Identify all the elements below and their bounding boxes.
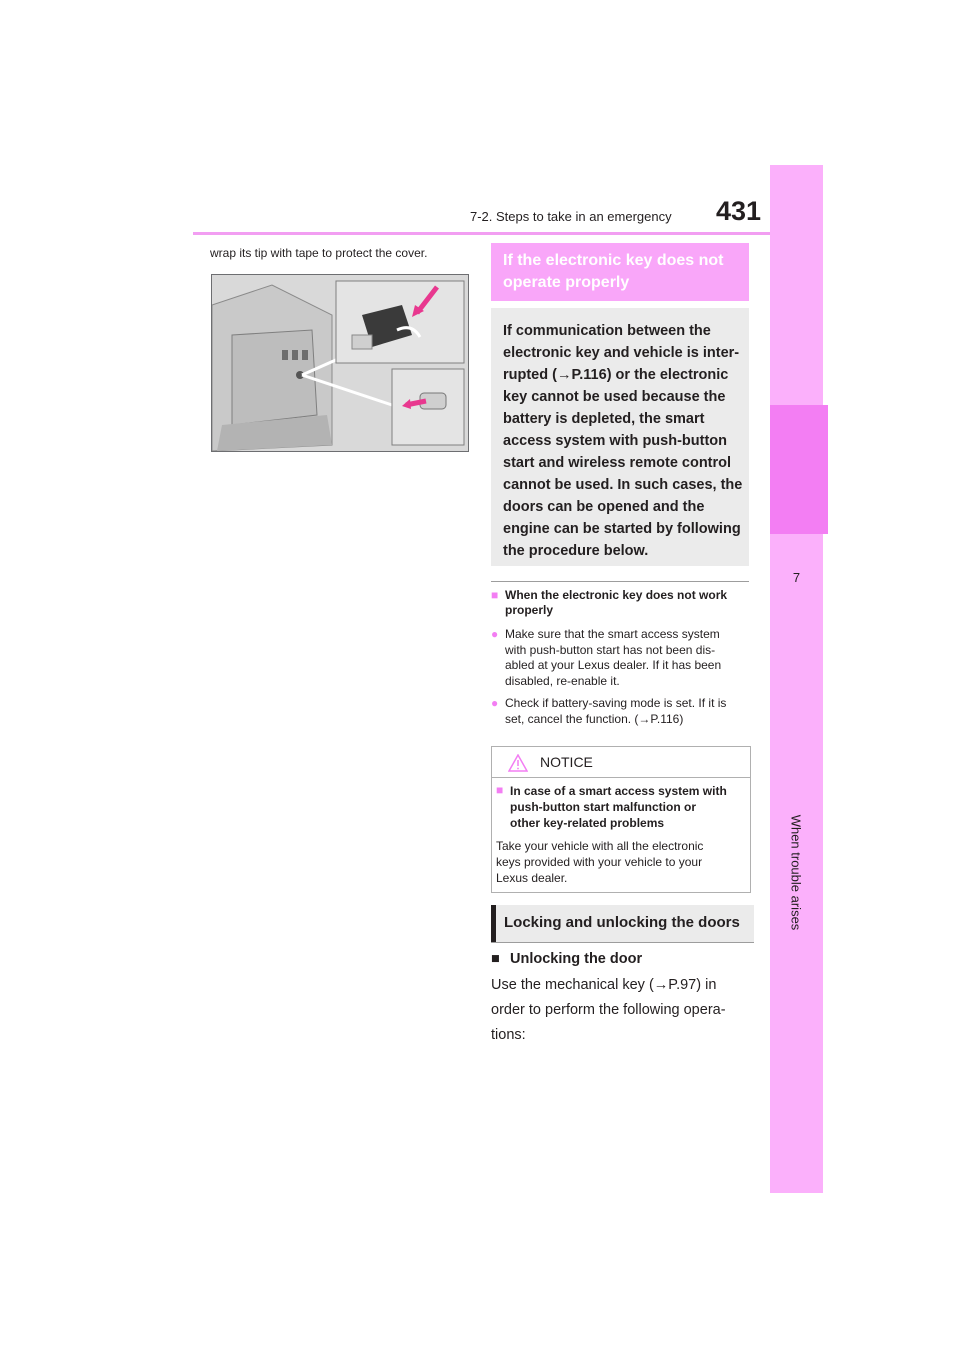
notice-body-line: Lexus dealer.	[496, 871, 568, 885]
summary-line: key cannot be used because the	[503, 389, 726, 405]
header-rule	[193, 232, 770, 235]
notice-rule	[492, 777, 750, 778]
bullet2-line: Check if battery-saving mode is set. If it is	[505, 696, 727, 710]
chapter-title: When trouble arises	[788, 814, 804, 931]
page-number: 431	[716, 196, 762, 226]
unlocking-title: Unlocking the door	[510, 951, 643, 967]
locking-heading-text: Locking and unlocking the doors	[504, 914, 740, 931]
notice-body-line: keys provided with your vehicle to your	[496, 855, 703, 869]
bullet1-line: disabled, re-enable it.	[505, 673, 620, 688]
warning-triangle-icon	[508, 754, 528, 772]
unlocking-body-line: order to perform the following opera-	[491, 1002, 726, 1018]
square-bullet-icon: ■	[491, 588, 499, 602]
cargo-cover-illustration	[212, 275, 468, 451]
bullet1-line: abled at your Lexus dealer. If it has been	[505, 658, 722, 672]
heading-line-2: operate properly	[503, 274, 630, 291]
heading-underline	[491, 942, 754, 943]
notice-subtitle-line: push-button start malfunction or	[510, 800, 696, 814]
notice-title-row	[492, 747, 750, 777]
heading-key-not-operating	[491, 243, 749, 301]
summary-line: If communication between the	[503, 323, 711, 339]
summary-line: start and wireless remote control	[503, 455, 732, 471]
summary-line: access system with push-button	[503, 433, 727, 449]
when-title-line-1: When the electronic key does not work	[505, 588, 728, 602]
notice-title: NOTICE	[540, 754, 593, 770]
square-bullet-icon: ■	[496, 783, 504, 797]
notice-subtitle-line: In case of a smart access system with	[510, 784, 727, 798]
summary-box	[491, 308, 749, 566]
section-divider	[491, 581, 749, 582]
heading-locking-unlocking	[491, 905, 754, 942]
summary-line: the procedure below.	[503, 543, 649, 559]
unlocking-section	[491, 951, 756, 1048]
summary-line: rupted (→P.116) or the electronic	[503, 367, 729, 383]
heading-line-1: If the electronic key does not	[503, 252, 724, 269]
bullet1-line: Make sure that the smart access system	[505, 627, 720, 641]
section-header: 7-2. Steps to take in an emergency	[470, 209, 672, 224]
notice-subtitle-line: other key-related problems	[510, 816, 665, 830]
round-bullet-icon: ●	[491, 696, 499, 710]
notice-body-line: Take your vehicle with all the electronic	[496, 839, 704, 853]
bullet1-line: with push-button start has not been dis-	[505, 642, 716, 657]
intro-text: wrap its tip with tape to protect the cover.	[210, 246, 428, 260]
summary-line: doors can be opened and the	[503, 499, 705, 515]
square-bullet-icon: ■	[491, 951, 500, 967]
round-bullet-icon: ●	[491, 627, 499, 641]
side-tab	[770, 165, 823, 1193]
unlocking-body-line: tions:	[491, 1027, 526, 1043]
unlocking-body-line: Use the mechanical key (→P.97) in	[491, 977, 717, 993]
chapter-number: 7	[792, 570, 801, 585]
when-title-line-2: properly	[505, 603, 554, 617]
bullet2-line: set, cancel the function. (→P.116)	[505, 711, 684, 726]
notice-box	[491, 746, 751, 893]
when-key-not-working-section	[491, 588, 753, 727]
summary-line: cannot be used. In such cases, the	[503, 477, 743, 493]
chapter-tab-highlight	[770, 405, 828, 534]
summary-line: battery is depleted, the smart	[503, 411, 705, 427]
summary-line: engine can be started by following	[503, 521, 741, 537]
summary-line: electronic key and vehicle is inter-	[503, 345, 740, 361]
illustration-cargo-cover	[211, 274, 469, 452]
